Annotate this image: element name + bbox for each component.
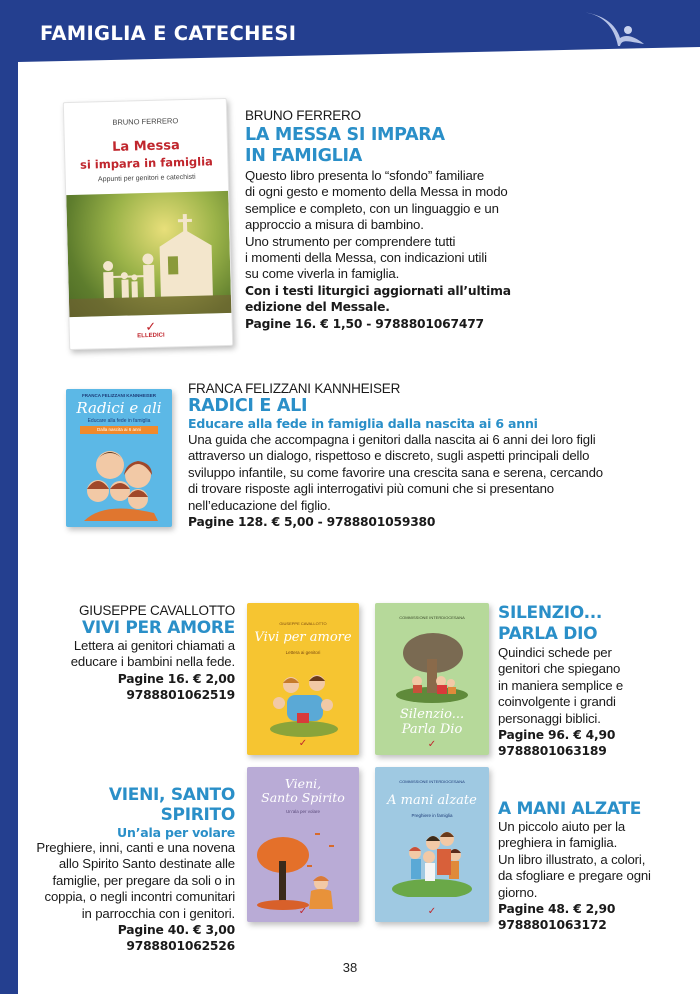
book-cover-radici-e-ali: FRANCA FELIZZANI KANNHEISER Radici e ali Educare alla fede in famiglia Dalla nascita ai 6 anni: [66, 389, 172, 527]
book-cover-la-messa: [63, 98, 233, 350]
cover-publisher: ✓ ELLEDICI: [137, 318, 165, 340]
book-entry-silenzio-parla-dio: [498, 603, 693, 760]
book-description: Una guida che accompagna i genitori dalla nascita ai 6 anni dei loro figli attraverso un dialogo, rispettoso e discreto, sugli aspetti principali dello sviluppo infantile, su come favorire una crescita sana e serena, cercando di trovare risposte agli interrogativi più comuni che si presentano nell’educazione del figlio.: [188, 432, 603, 513]
publisher-logo-icon: ✓: [298, 738, 308, 749]
book-description: Lettera ai genitori chiamati a educare i bambini nella fede.: [70, 638, 235, 670]
book-author: FRANCA FELIZZANI KANNHEISER: [188, 381, 401, 396]
cover-title: Vieni, Santo Spirito: [261, 776, 345, 805]
cover-title: La Messa si impara in famiglia: [79, 138, 213, 172]
book-author: BRUNO FERRERO: [245, 108, 361, 123]
book-entry-vieni-santo-spirito: [32, 785, 235, 955]
cover-subtitle: Appunti per genitori e catechisti: [97, 173, 196, 184]
family-illustration-icon: [74, 439, 164, 521]
family-church-silhouette-icon: [66, 191, 233, 317]
book-description: Questo libro presenta lo “sfondo” familiare di ogni gesto e momento della Messa in modo semplice e completo, con un linguaggio e un approccio a misura di bambino. Uno strumento per comprendere tutti i momenti della Messa, con indicazioni utili su come viverla in famiglia.: [245, 168, 508, 282]
book-cover-a-mani-alzate: COMMISSIONE INTERDIOCESANA A mani alzate Preghiere in famiglia ✓: [375, 767, 489, 922]
book-description: Preghiere, inni, canti e una novena allo Spirito Santo destinate alle famiglie, per pregare da soli o in coppia, o negli incontri comunitari in parrocchia con i genitori.: [36, 840, 235, 921]
book-cover-vieni-santo-spirito: Vieni, Santo Spirito Un’ala per volare ✓: [247, 767, 359, 922]
book-title: RADICI E ALI: [188, 396, 308, 416]
book-title: LA MESSA SI IMPARA IN FAMIGLIA: [245, 125, 445, 166]
cover-title: Vivi per amore: [254, 630, 352, 645]
book-info: Pagine 48. € 2,90 9788801063172: [498, 902, 616, 933]
left-margin-bar: [0, 50, 18, 994]
publisher-logo-icon: ✓: [298, 906, 308, 917]
book-description: Quindici schede per genitori che spiegano in maniera semplice e coinvolgente i grandi personaggi biblici.: [498, 645, 624, 726]
family-hug-illustration-icon: [267, 673, 341, 737]
book-cover-vivi-per-amore: GIUSEPPE CAVALLOTTO Vivi per amore Lettera ai genitori ✓: [247, 603, 359, 755]
cover-title: A mani alzate: [387, 793, 477, 808]
publisher-bird-icon: [580, 8, 650, 50]
tree-children-illustration-icon: [393, 631, 471, 703]
book-title: SILENZIO... PARLA DIO: [498, 603, 603, 644]
book-subtitle: Un’ala per volare: [117, 825, 235, 840]
book-info: Pagine 40. € 3,00 9788801062526: [117, 923, 235, 954]
book-highlight: Con i testi liturgici aggiornati all’ultima edizione del Messale.: [245, 283, 511, 315]
book-info: Pagine 16. € 1,50 - 9788801067477: [245, 316, 484, 331]
cover-illustration: [66, 191, 231, 317]
book-info: Pagine 16. € 2,00 9788801062519: [117, 671, 235, 703]
book-title: VIENI, SANTO SPIRITO: [108, 785, 235, 825]
publisher-logo-icon: ✓: [427, 739, 437, 750]
family-raised-hands-illustration-icon: [389, 827, 475, 897]
section-title: FAMIGLIA E CATECHESI: [40, 22, 297, 45]
cover-title: Silenzio... Parla Dio: [399, 707, 465, 737]
book-info: Pagine 96. € 4,90 9788801063189: [498, 728, 616, 759]
book-entry-vivi-per-amore: [40, 603, 235, 704]
book-entry-la-messa: [245, 108, 545, 332]
book-info: Pagine 128. € 5,00 - 9788801059380: [188, 515, 436, 530]
autumn-tree-illustration-icon: [255, 825, 351, 915]
cover-title: Radici e ali: [76, 399, 162, 417]
book-description: Un piccolo aiuto per la preghiera in famiglia. Un libro illustrato, a colori, da sfogliare e pregare ogni giorno.: [498, 819, 651, 900]
book-title: VIVI PER AMORE: [82, 618, 235, 638]
book-entry-radici-e-ali: [188, 381, 688, 530]
book-title: A MANI ALZATE: [498, 799, 642, 819]
book-entry-a-mani-alzate: [498, 799, 693, 934]
page-number: 38: [342, 960, 358, 975]
publisher-logo-icon: ✓: [427, 906, 437, 917]
cover-author: BRUNO FERRERO: [112, 116, 179, 127]
section-header: [0, 0, 700, 64]
book-cover-silenzio-parla-dio: COMMISSIONE INTERDIOCESANA Silenzio... Parla Dio ✓: [375, 603, 489, 755]
book-author: GIUSEPPE CAVALLOTTO: [79, 603, 235, 618]
book-subtitle: Educare alla fede in famiglia dalla nascita ai 6 anni: [188, 416, 538, 431]
